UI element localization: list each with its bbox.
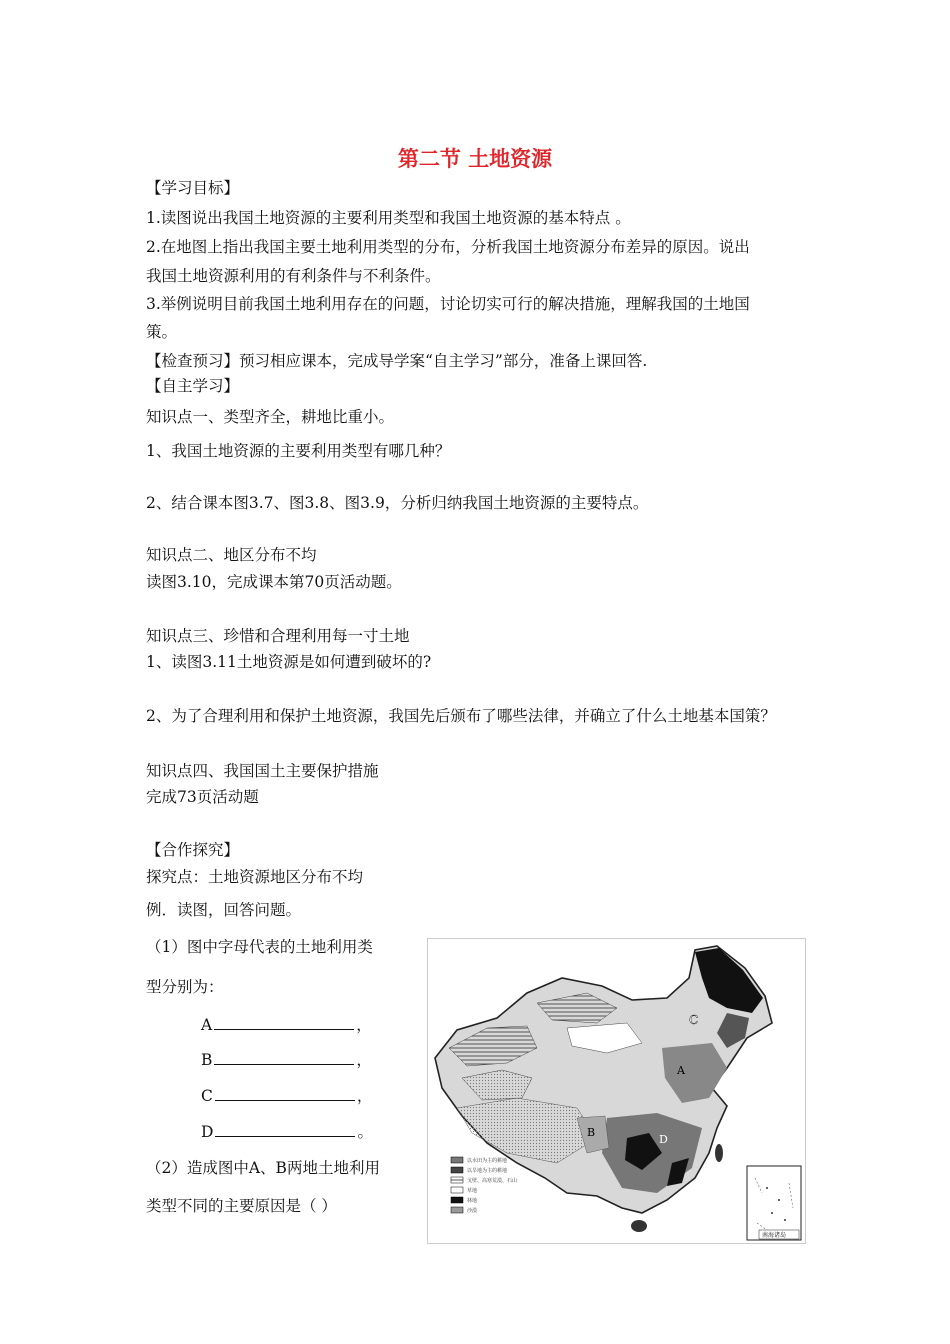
svg-text:沙漠: 沙漠 [467,1208,478,1214]
knowledge-point-1: 知识点一、类型齐全，耕地比重小。 [146,408,395,426]
answer-blank-c[interactable] [215,1085,355,1101]
question-k3-2: 2、为了合理利用和保护土地资源，我国先后颁布了哪些法律，并确立了什么土地基本国策？ [146,707,776,725]
goal-3-line-1: 3.举例说明目前我国土地利用存在的问题，讨论切实可行的解决措施，理解我国的土地国 [146,295,750,313]
answer-label-b: B [201,1051,213,1069]
section-header-self-study: 【自主学习】 [146,377,240,395]
south-china-sea-inset [747,1166,801,1240]
answer-blank-d[interactable] [215,1121,355,1137]
answer-label-a: A [201,1016,213,1034]
svg-text:林地: 林地 [467,1198,478,1204]
goal-3-line-2: 策。 [146,323,178,341]
question-k1-2: 2、结合课本图3.7、图3.8、图3.9，分析归纳我国土地资源的主要特点。 [146,494,649,512]
svg-text:戈壁、高寒荒漠、石山: 戈壁、高寒荒漠、石山 [467,1178,518,1184]
svg-text:草地: 草地 [467,1188,478,1194]
page-title: 第二节 土地资源 [397,147,553,171]
example-intro: 例．读图，回答问题。 [146,901,302,919]
goal-2-line-1: 2.在地图上指出我国主要土地利用类型的分布，分析我国土地资源分布差异的原因。说出 [146,238,750,256]
goal-1: 1.读图说出我国土地资源的主要利用类型和我国土地资源的基本特点 。 [146,209,631,227]
answer-label-c: C [201,1087,213,1105]
knowledge-point-4: 知识点四、我国国土主要保护措施 [146,762,379,780]
question-k4: 完成73页活动题 [146,788,259,806]
answer-line-c: C ， [201,1087,373,1105]
question-2-line-2: 类型不同的主要原因是（ ） [146,1197,337,1215]
question-1-line-2: 型分别为： [146,978,224,996]
question-1-line-1: （1）图中字母代表的土地利用类 [146,938,373,956]
section-header-cooperation: 【合作探究】 [146,841,240,859]
answer-line-b: B ， [201,1051,372,1069]
map-label-c: C [689,1013,699,1027]
map-label-d: D [659,1133,668,1146]
map-label-a: A [677,1064,685,1077]
question-k1-1: 1、我国土地资源的主要利用类型有哪几种？ [146,442,451,460]
section-header-goals: 【学习目标】 [146,179,240,197]
explore-point: 探究点：土地资源地区分布不均 [146,868,364,886]
answer-line-a: A ， [201,1016,372,1034]
land-use-map [427,938,806,1244]
taiwan-island [715,1144,723,1162]
svg-text:以旱地为主的耕地: 以旱地为主的耕地 [467,1168,508,1174]
knowledge-point-3: 知识点三、珍惜和合理利用每一寸土地 [146,627,410,645]
inset-label: 南海诸岛 [762,1232,787,1239]
goal-2-line-2: 我国土地资源利用的有利条件与不利条件。 [146,267,441,285]
question-k3-1: 1、读图3.11土地资源是如何遭到破坏的? [146,653,432,671]
answer-label-d: D [201,1123,214,1141]
answer-blank-b[interactable] [214,1049,354,1065]
question-2-line-1: （2）造成图中A、B两地土地利用 [146,1159,380,1177]
knowledge-point-2: 知识点二、地区分布不均 [146,546,317,564]
answer-blank-a[interactable] [214,1014,354,1030]
map-label-b: B [587,1126,596,1139]
svg-text:以水田为主的耕地: 以水田为主的耕地 [467,1158,508,1164]
question-k2: 读图3.10，完成课本第70页活动题。 [146,573,402,591]
preview-instruction: 【检查预习】预习相应课本，完成导学案“自主学习”部分，准备上课回答. [146,352,648,370]
hainan-island [631,1220,647,1232]
answer-line-d: D 。 [201,1123,373,1141]
